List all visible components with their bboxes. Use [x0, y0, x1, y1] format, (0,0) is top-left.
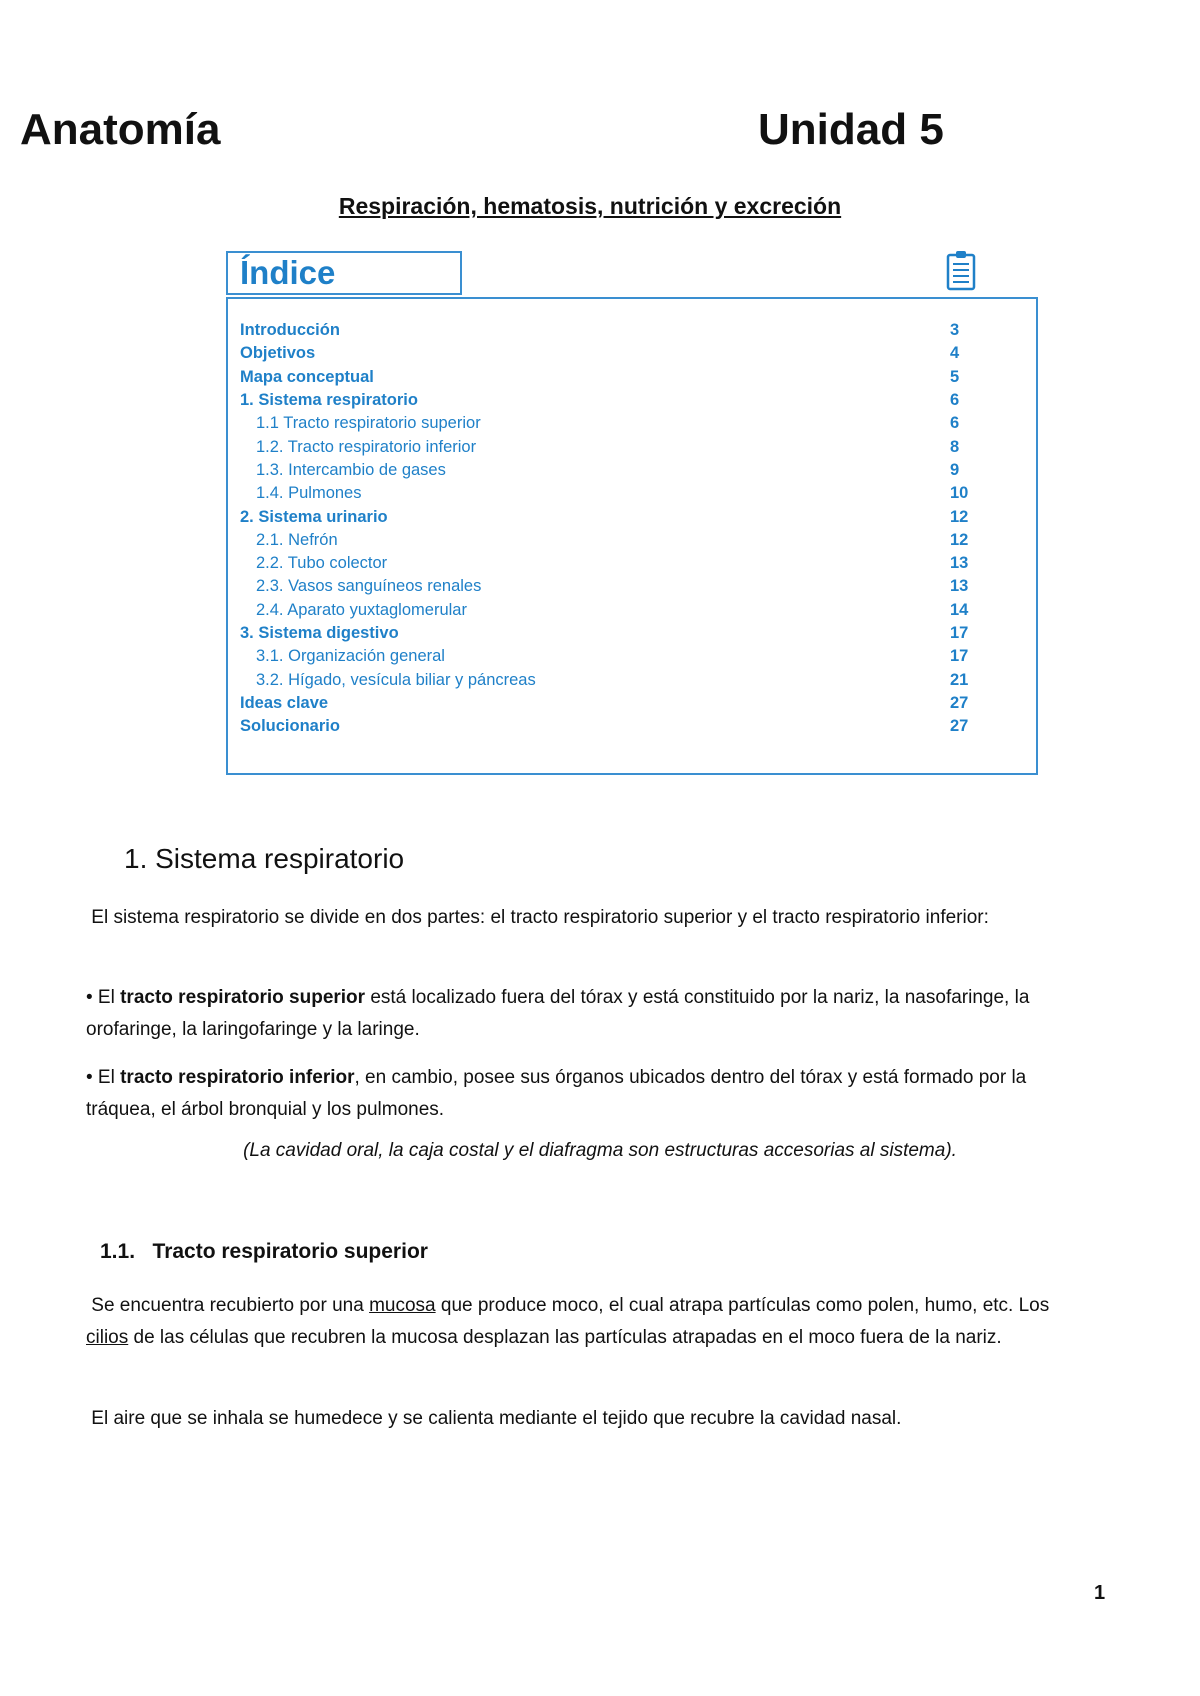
toc-entry[interactable]	[240, 529, 980, 552]
toc-entry[interactable]	[240, 482, 980, 505]
toc-entry-page: 17	[950, 624, 969, 642]
toc-entry[interactable]	[240, 435, 980, 458]
toc-entry-page: 14	[950, 600, 969, 619]
toc-entry-label: 3.2. Hígado, vesícula biliar y páncreas	[256, 670, 536, 689]
toc-entry-page: 4	[950, 344, 960, 363]
clipboard-icon	[946, 249, 976, 291]
toc-entry-page: 12	[950, 530, 969, 549]
toc-entry-page: 10	[950, 484, 969, 503]
toc-entry[interactable]	[240, 412, 980, 435]
paragraph: El aire que se inhala se humedece y se calienta mediante el tejido que recubre la cavidad nasal.	[91, 1408, 902, 1429]
toc-entry-label: 2.3. Vasos sanguíneos renales	[256, 577, 482, 596]
toc-entry[interactable]	[240, 692, 980, 715]
toc-entry-page: 12	[950, 507, 969, 526]
toc-entry[interactable]	[240, 505, 980, 528]
document-subtitle: Respiración, hematosis, nutrición y excreción	[338, 193, 842, 219]
toc-entry-page: 17	[950, 647, 969, 666]
paragraph: El sistema respiratorio se divide en dos partes: el tracto respiratorio superior y el tracto respiratorio inferior:	[91, 907, 989, 928]
subsection-heading: 1.1. Tracto respiratorio superior	[100, 1240, 428, 1263]
toc-entry[interactable]	[240, 459, 980, 482]
toc-entry-label: 2.2. Tubo colector	[256, 554, 388, 573]
toc-entry-label: 2.4. Aparato yuxtaglomerular	[256, 600, 467, 619]
toc-entry-label: 2. Sistema urinario	[240, 507, 388, 526]
document-unit: Unidad 5	[758, 105, 944, 154]
toc-entry-label: 1. Sistema respiratorio	[240, 391, 418, 410]
toc-entry[interactable]	[240, 575, 980, 598]
toc-list	[240, 319, 980, 738]
toc-entry-label: 3.1. Organización general	[256, 647, 445, 666]
toc-entry[interactable]	[240, 645, 980, 668]
toc-entry-label: Ideas clave	[240, 693, 329, 712]
toc-entry-label: 1.2. Tracto respiratorio inferior	[256, 437, 477, 456]
paragraph: Se encuentra recubierto por una mucosa que produce moco, el cual atrapa partículas como polen, humo, etc. Los cilios de las células que recubren la mucosa desplazan las partículas atrapadas en el moco fuera de la nariz.	[86, 1295, 1050, 1348]
toc-entry-label: Objetivos	[240, 344, 316, 363]
document-subject: Anatomía	[20, 105, 221, 154]
toc-entry[interactable]	[240, 342, 980, 365]
toc-entry-page: 9	[950, 460, 960, 479]
toc-entry-page: 13	[950, 577, 969, 596]
toc-entry-page: 6	[950, 414, 960, 433]
bullet-item: • El tracto respiratorio inferior, en cambio, posee sus órganos ubicados dentro del tórax y está formado por la tráquea, el árbol bronquial y los pulmones.	[86, 1067, 1027, 1120]
toc-entry-label: Solucionario	[240, 717, 340, 736]
toc-entry[interactable]	[240, 319, 980, 342]
bullet-item: • El tracto respiratorio superior está localizado fuera del tórax y está constituido por la nariz, la nasofaringe, la orofaringe, la laringofaringe y la laringe.	[86, 987, 1030, 1040]
toc-entry-page: 27	[950, 693, 969, 712]
toc-entry[interactable]	[240, 599, 980, 622]
toc-entry-label: 3. Sistema digestivo	[240, 624, 399, 642]
toc-entry[interactable]	[240, 389, 980, 412]
toc-entry-page: 5	[950, 367, 960, 386]
toc-entry-label: 1.4. Pulmones	[256, 484, 362, 503]
toc-entry-label: 1.1 Tracto respiratorio superior	[256, 414, 481, 433]
toc-entry-page: 8	[950, 437, 960, 456]
toc-entry-page: 21	[950, 670, 969, 689]
toc-entry[interactable]	[240, 622, 980, 645]
toc-entry-label: Mapa conceptual	[240, 367, 374, 386]
toc-entry-label: 2.1. Nefrón	[256, 530, 338, 549]
section-heading: 1. Sistema respiratorio	[124, 843, 405, 874]
toc-title: Índice	[240, 254, 336, 291]
toc-entry-label: 1.3. Intercambio de gases	[256, 460, 446, 479]
toc-entry-page: 13	[950, 554, 969, 573]
toc-entry[interactable]	[240, 668, 980, 691]
toc-entry[interactable]	[240, 552, 980, 575]
page-number: 1	[1094, 1582, 1106, 1604]
toc-entry-page: 6	[950, 391, 960, 410]
toc-entry-label: Introducción	[240, 321, 340, 340]
toc-entry-page: 3	[950, 321, 960, 340]
toc-entry[interactable]	[240, 715, 980, 738]
note: (La cavidad oral, la caja costal y el diafragma son estructuras accesorias al sistema).	[243, 1140, 957, 1161]
toc-entry[interactable]	[240, 366, 980, 389]
toc-entry-page: 27	[950, 717, 969, 736]
